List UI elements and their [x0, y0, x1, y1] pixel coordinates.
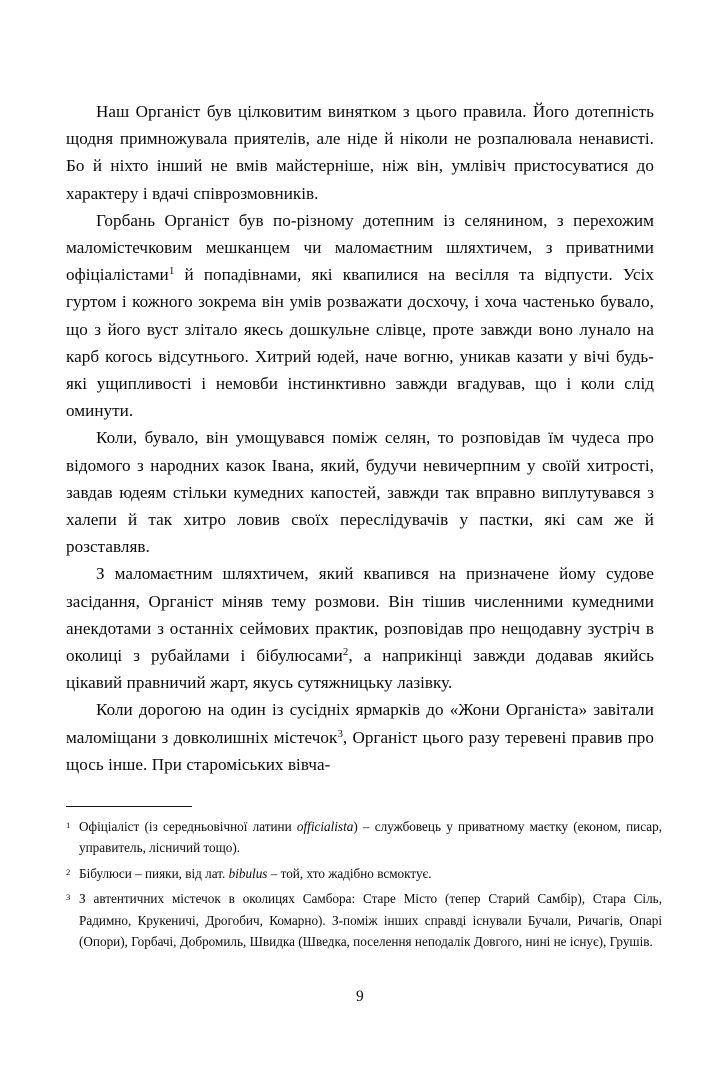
paragraph-2-text-cont: й попадівнами, які квапилися на весілля та відпусти. Усіх гуртом і кожного зокрема він умів розважати досхочу, і хоча частенько бувало, що з його вуст злітало якесь дошкульне слівце, проте завжди воно лунало на карб когось відсутнього. Хитрий юдей, наче вогню, уникав казати у вічі будь-які ущипливості і немовби інстинктивно завжди вгадував, що і коли слід оминути. — [66, 265, 654, 421]
footnote-1-text-after: ) – службовець у приватному маєтку (економ, писар, управитель, лісничий тощо). — [79, 819, 662, 856]
footnote-1 — [66, 816, 662, 859]
paragraph-3-text: Коли, бувало, він умощувався поміж селян, то розповідав їм чудеса про відомого з народних казок Івана, який, будучи невичерпним у своїй хитрості, завдав юдеям стільки кумедних капостей, завжди так вправно виплутувався з халепи й так хитро ловив своїх переслідувачів у пастки, які сам же й розставляв. — [66, 428, 654, 557]
paragraph-4-text-cont: , а наприкінці завжди додавав якийсь цікавий правничий жарт, якусь сутяжницьку лазівку. — [66, 646, 654, 693]
footnote-ref-2[interactable]: 2 — [342, 646, 349, 658]
footnote-ref-3[interactable]: 3 — [337, 728, 343, 740]
footnote-2 — [66, 863, 662, 884]
footnote-1-text-before: Офіціаліст (із середньовічної латини — [79, 819, 297, 834]
footnote-2-marker: 2 — [66, 866, 71, 877]
paragraph-4 — [66, 560, 654, 696]
footnote-2-latin-term: bibulus — [228, 865, 268, 881]
paragraph-2-text: Горбань Органіст був по-різному дотепним із селянином, з перехожим маломістечковим мешканцем чи маломаєтним шляхтичем, з приватними офіціалістами — [66, 210, 654, 285]
footnote-1-latin-term: officialista — [296, 819, 354, 834]
paragraph-4-text: З маломаєтним шляхтичем, який квапився на призначене йому судове засідання, Органіст міняв тему розмови. Він тішив численними кумедними анекдотами з останніх сеймових практик, розповідав про нещодавну зустріч в околиці з рубайлами і бібулюсами — [66, 564, 654, 666]
paragraph-5 — [66, 696, 654, 778]
footnote-3-marker: 3 — [66, 892, 71, 903]
footnote-2-text-before: Бібулюси – пияки, від лат. — [79, 865, 229, 881]
paragraph-2 — [66, 207, 654, 425]
paragraph-1 — [66, 98, 654, 207]
footnote-area — [66, 806, 662, 956]
paragraph-1-text: Наш Органіст був цілковитим винятком з цього правила. Його дотепність щодня примножувала приятелів, але ніде й ніколи не розпалювала ненависті. Бо й ніхто інший не вмів майстерніше, ніж він, умлівіч пристосуватися до характеру і вдачі співрозмовників. — [66, 102, 654, 203]
footnote-separator-rule — [66, 806, 192, 807]
page-number: 9 — [356, 988, 364, 1005]
footnote-1-marker: 1 — [66, 820, 71, 830]
footnote-3-text-before: З автентичних містечок в околицях Самбора: Старе Місто (тепер Старий Самбір), Стара Сіль, Радимно, Крукеничі, Дрогобич, Комарно). З-поміж інших справді існували Бучали, Ричагів, Опарі (Опори), Горбачі, Добромиль, Швидка (Шведка, поселення неподалік Довгого, нині не існує), Грушів. — [79, 891, 662, 950]
body-text-block — [66, 98, 654, 778]
footnote-2-text-after: – той, хто жадібно всмоктує. — [267, 865, 432, 881]
paragraph-5-text: Коли дорогою на один із сусідніх ярмарків до «Жони Органіста» завітали маломіщани з довколишніх містечок — [66, 700, 654, 747]
footnote-ref-1[interactable]: 1 — [168, 266, 175, 278]
paragraph-3 — [66, 424, 654, 560]
footnote-3 — [66, 888, 662, 952]
paragraph-5-text-cont: , Органіст цього разу теревені правив про щось інше. При староміських вівча- — [66, 727, 654, 774]
